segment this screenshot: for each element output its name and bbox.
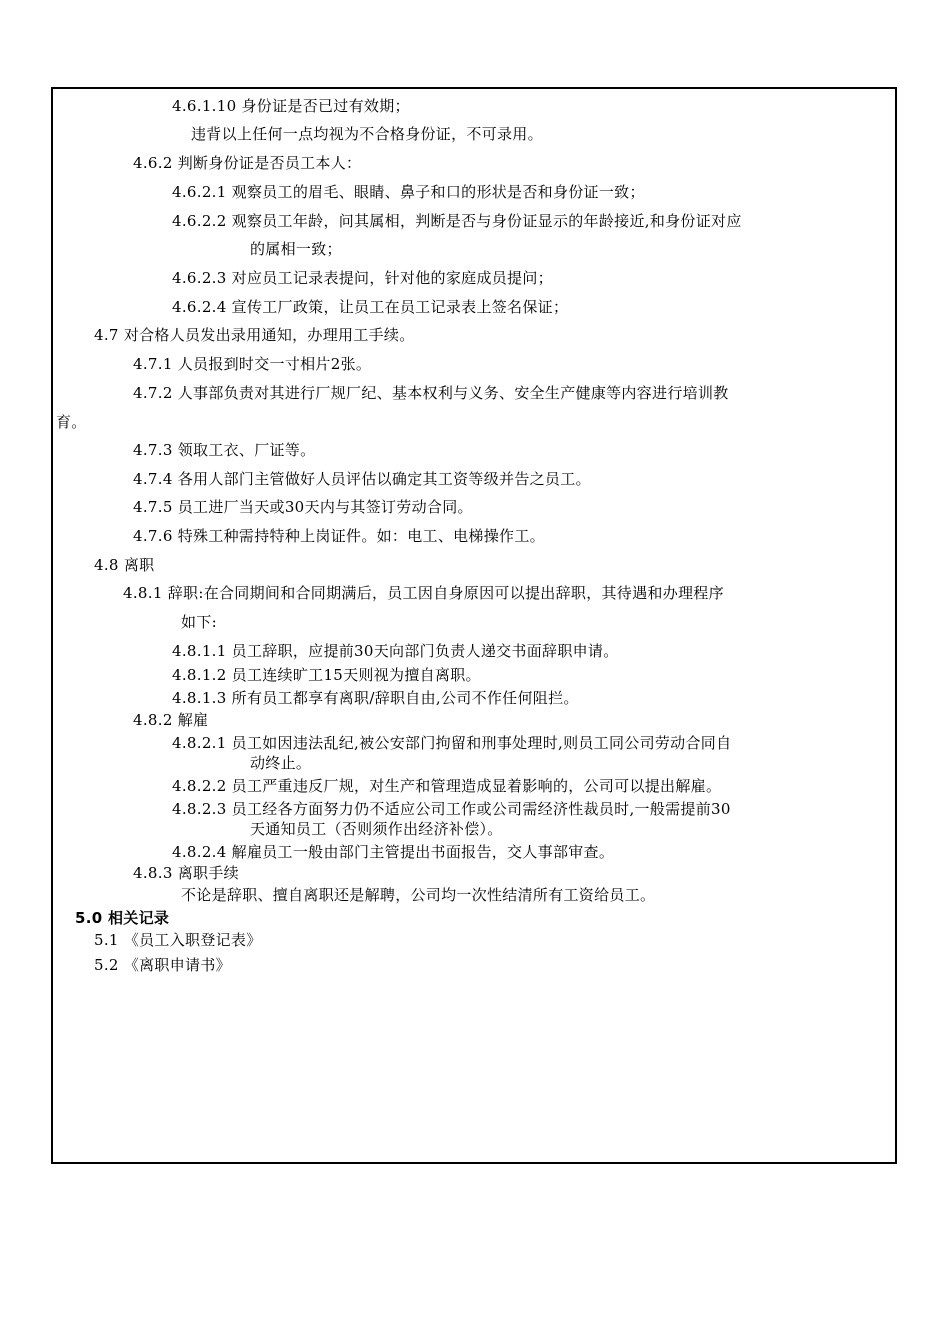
paragraph-4-8-3: 不论是辞职、擅自离职还是解聘，公司均一次性结清所有工资给员工。 — [181, 886, 656, 904]
item-4-6-2-2-cont: 的属相一致； — [250, 240, 342, 258]
heading-4-7: 4.7 对合格人员发出录用通知，办理用工手续。 — [94, 326, 415, 344]
item-4-6-2-4: 4.6.2.4 宣传工厂政策，让员工在员工记录表上签名保证； — [172, 298, 569, 316]
heading-4-8-3: 4.8.3 离职手续 — [133, 864, 239, 882]
item-4-8-2-4: 4.8.2.4 解雇员工一般由部门主管提出书面报告，交人事部审查。 — [172, 843, 615, 861]
item-4-7-4: 4.7.4 各用人部门主管做好人员评估以确定其工资等级并告之员工。 — [133, 470, 591, 488]
item-4-8-2-1: 4.8.2.1 员工如因违法乱纪,被公安部门拘留和刑事处理时,则员工同公司劳动合同自 — [172, 734, 732, 752]
item-4-6-2-1: 4.6.2.1 观察员工的眉毛、眼睛、鼻子和口的形状是否和身份证一致； — [172, 183, 645, 201]
item-4-6-2-2: 4.6.2.2 观察员工年龄，问其属相，判断是否与身份证显示的年龄接近,和身份证对应 — [172, 212, 742, 230]
item-4-8-1-2: 4.8.1.2 员工连续旷工15天则视为擅自离职。 — [172, 666, 481, 684]
item-4-7-3: 4.7.3 领取工衣、厂证等。 — [133, 441, 316, 459]
record-5-2: 5.2 《离职申请书》 — [94, 956, 231, 974]
paragraph-invalid-id: 违背以上任何一点均视为不合格身份证，不可录用。 — [191, 125, 543, 143]
item-4-7-1: 4.7.1 人员报到时交一寸相片2张。 — [133, 355, 372, 373]
item-4-8-2-1-cont: 动终止。 — [250, 754, 312, 772]
item-4-8-1-cont: 如下: — [181, 613, 217, 631]
record-5-1: 5.1 《员工入职登记表》 — [94, 931, 262, 949]
heading-4-6-2: 4.6.2 判断身份证是否员工本人： — [133, 154, 362, 172]
heading-4-8-2: 4.8.2 解雇 — [133, 711, 209, 729]
item-4-7-5: 4.7.5 员工进厂当天或30天内与其签订劳动合同。 — [133, 498, 473, 516]
item-4-7-2-cont: 育。 — [56, 413, 87, 431]
heading-4-8: 4.8 离职 — [94, 556, 155, 574]
item-4-8-1-3: 4.8.1.3 所有员工都享有离职/辞职自由,公司不作任何阻拦。 — [172, 689, 579, 707]
item-4-7-2: 4.7.2 人事部负责对其进行厂规厂纪、基本权利与义务、安全生产健康等内容进行培训教 — [133, 384, 729, 402]
item-4-8-1: 4.8.1 辞职:在合同期间和合同期满后，员工因自身原因可以提出辞职，其待遇和办理程序 — [123, 584, 724, 602]
item-4-6-2-3: 4.6.2.3 对应员工记录表提问，针对他的家庭成员提问； — [172, 269, 553, 287]
item-4-8-2-3: 4.8.2.3 员工经各方面努力仍不适应公司工作或公司需经济性裁员时,一般需提前30 — [172, 800, 731, 818]
item-4-8-1-1: 4.8.1.1 员工辞职，应提前30天向部门负责人递交书面辞职申请。 — [172, 642, 619, 660]
document-frame — [51, 87, 897, 1164]
item-4-8-2-2: 4.8.2.2 员工严重违反厂规，对生产和管理造成显着影响的，公司可以提出解雇。 — [172, 777, 722, 795]
section-5-title: 5.0 相关记录 — [75, 909, 170, 927]
item-4-7-6: 4.7.6 特殊工种需持特种上岗证件。如：电工、电梯操作工。 — [133, 527, 545, 545]
item-4-8-2-3-cont: 天通知员工（否则须作出经济补偿）。 — [250, 820, 503, 838]
item-4-6-1-10: 4.6.1.10 身份证是否已过有效期； — [172, 97, 410, 115]
